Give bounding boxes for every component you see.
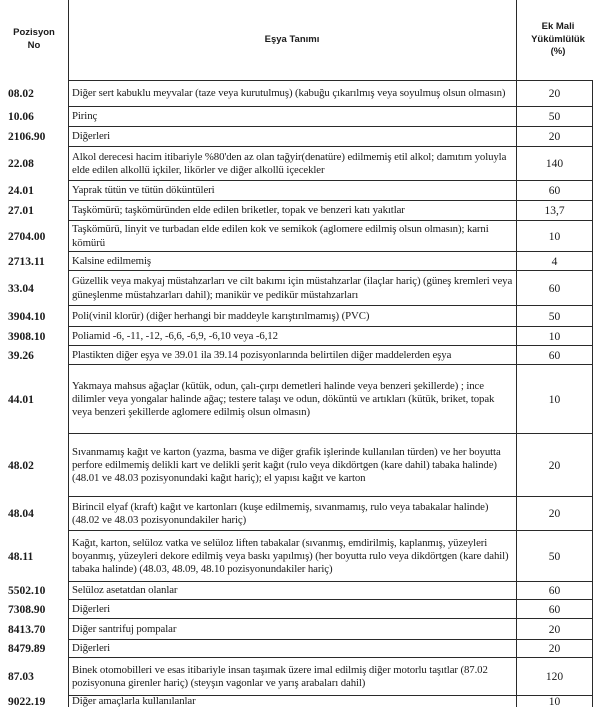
value-cell bbox=[517, 600, 592, 619]
value-cell bbox=[517, 531, 592, 582]
position-code-cell-text: 33.04 bbox=[8, 282, 34, 295]
header-value-line-3: (%) bbox=[550, 46, 566, 58]
value-cell-text: 20 bbox=[548, 131, 561, 143]
value-cell bbox=[517, 147, 592, 181]
description-cell-text: Güzellik veya makyaj müstahzarları ve cilt bakımı için müstahzarlar (ilaçlar hariç) (güneş kremleri veya güneşlenme müstahzarları dahil); manikür ve pedikür müstahzarları bbox=[72, 275, 513, 301]
position-code-cell-text: 2106.90 bbox=[8, 131, 46, 143]
value-cell-text: 20 bbox=[548, 508, 561, 520]
value-cell-text: 10 bbox=[548, 330, 561, 343]
description-cell-text: Taşkömürü; taşkömüründen elde edilen briketler, topak ve benzeri katı yakıtlar bbox=[72, 204, 405, 217]
value-cell-text: 120 bbox=[545, 671, 564, 683]
description-cell bbox=[69, 346, 515, 365]
value-cell-text: 140 bbox=[545, 158, 564, 170]
value-cell bbox=[517, 271, 592, 306]
position-code-cell bbox=[0, 640, 68, 658]
value-cell-text: 60 bbox=[548, 282, 561, 295]
position-code-cell bbox=[0, 365, 68, 434]
position-code-cell-text: 24.01 bbox=[8, 185, 34, 197]
description-cell bbox=[69, 147, 515, 181]
value-cell bbox=[517, 582, 592, 600]
header-value bbox=[516, 0, 600, 80]
position-code-cell-text: 5502.10 bbox=[8, 585, 46, 597]
value-cell bbox=[517, 306, 592, 327]
position-code-cell-text: 8413.70 bbox=[8, 623, 46, 636]
value-cell-text: 60 bbox=[548, 349, 561, 362]
value-cell-text: 50 bbox=[548, 111, 561, 123]
value-cell bbox=[517, 434, 592, 497]
description-cell bbox=[69, 658, 515, 696]
header-value-line-2: Yükümlülük bbox=[531, 33, 585, 45]
description-cell bbox=[69, 181, 515, 201]
value-cell bbox=[517, 252, 592, 271]
description-cell bbox=[69, 107, 515, 127]
value-cell bbox=[517, 365, 592, 434]
value-cell bbox=[517, 181, 592, 201]
column-divider bbox=[592, 80, 593, 707]
position-code-cell bbox=[0, 107, 68, 127]
position-code-cell bbox=[0, 201, 68, 221]
value-cell-text: 20 bbox=[548, 87, 561, 100]
description-cell-text: Yakmaya mahsus ağaçlar (kütük, odun, çalı-çırpı demetleri halinde veya benzeri şekillerde) ; ince dilimler veya yongalar halinde ağaç; testere talaşı ve odun, döküntü ve artıkları (kütük, briket, topak veya benzeri şekillerde aglomere edilmiş olsun olmasın) bbox=[72, 379, 495, 419]
position-code-cell bbox=[0, 127, 68, 147]
value-cell-text: 20 bbox=[548, 643, 561, 655]
position-code-cell-text: 39.26 bbox=[8, 349, 34, 362]
value-cell-text: 13,7 bbox=[544, 205, 565, 217]
position-code-cell-text: 2713.11 bbox=[8, 255, 45, 268]
description-cell bbox=[69, 365, 515, 434]
position-code-cell-text: 44.01 bbox=[8, 393, 34, 406]
header-description bbox=[68, 0, 516, 80]
header-value-line-1: Ek Mali bbox=[541, 20, 575, 32]
value-cell bbox=[517, 327, 592, 346]
description-cell-text: Poliamid -6, -11, -12, -6,6, -6,9, -6,10 veya -6,12 bbox=[72, 329, 278, 342]
position-code-cell bbox=[0, 327, 68, 346]
description-cell-text: Kağıt, karton, selüloz vatka ve selüloz liften tabakalar (sıvanmış, emdirilmiş, kaplanmış, yüzeyleri boyanmış, yüzeyleri dekore edilmiş veya baskı yapılmış) (her boyutta rulo veya dikdörtgen (kare dahil) tabaka halinde) (48.03, 48.09, 48.10 pozisyonundakiler hariç) bbox=[72, 536, 509, 576]
description-cell-text: Alkol derecesi hacim itibariyle %80'den az olan tağyir(denatüre) edilmemiş etil alkol; damıtım yoluyla elde edilen alkollü içkiler, likörler ve diğer alkollü içecekler bbox=[72, 150, 507, 176]
position-code-cell bbox=[0, 181, 68, 201]
description-cell-text: Kalsine edilmemiş bbox=[72, 254, 151, 267]
description-cell-text: Diğer amaçlarla kullanılanlar bbox=[72, 696, 196, 707]
value-cell-text: 50 bbox=[548, 550, 561, 563]
position-code-cell bbox=[0, 531, 68, 582]
description-cell bbox=[69, 600, 515, 619]
position-code-cell bbox=[0, 221, 68, 252]
header-code-line-1: Pozisyon bbox=[13, 27, 55, 39]
value-cell bbox=[517, 696, 592, 707]
position-code-cell-text: 22.08 bbox=[8, 158, 34, 170]
position-code-cell bbox=[0, 497, 68, 531]
value-cell-text: 20 bbox=[548, 623, 561, 636]
description-cell bbox=[69, 201, 515, 221]
description-cell-text: Poli(vinil klorür) (diğer herhangi bir maddeyle karıştırılmamış) (PVC) bbox=[72, 309, 370, 322]
value-cell-text: 10 bbox=[548, 393, 561, 406]
description-cell-text: Diğerleri bbox=[72, 130, 111, 143]
description-cell bbox=[69, 221, 515, 252]
description-cell bbox=[69, 497, 515, 531]
value-cell-text: 50 bbox=[548, 310, 561, 323]
description-cell-text: Sıvanmamış kağıt ve karton (yazma, basma ve diğer grafik işlerinde kullanılan türden) ve her boyutta perfore edilmemiş delikli kart ve delikli şerit kağıt (rulo veya dikdörtgen (kare dahil) tabaka halinde) (48.01 ve 48.03 pozisyonundaki kağıt hariç); el yapısı kağıt ve karton bbox=[72, 445, 501, 485]
description-cell-text: Yaprak tütün ve tütün döküntüleri bbox=[72, 184, 215, 197]
description-cell bbox=[69, 271, 515, 306]
description-cell bbox=[69, 531, 515, 582]
value-cell-text: 10 bbox=[548, 230, 561, 243]
value-cell bbox=[517, 107, 592, 127]
position-code-cell-text: 7308.90 bbox=[8, 603, 46, 616]
position-code-cell-text: 8479.89 bbox=[8, 643, 46, 655]
description-cell-text: Diğer sert kabuklu meyvalar (taze veya kurutulmuş) (kabuğu çıkarılmış veya soyulmuş olsun olmasın) bbox=[72, 86, 506, 99]
value-cell bbox=[517, 127, 592, 147]
description-cell bbox=[69, 696, 515, 707]
description-cell-text: Diğer santrifuj pompalar bbox=[72, 622, 177, 635]
position-code-cell bbox=[0, 306, 68, 327]
description-cell bbox=[69, 127, 515, 147]
value-cell bbox=[517, 619, 592, 640]
position-code-cell bbox=[0, 619, 68, 640]
position-code-cell-text: 9022.19 bbox=[8, 696, 46, 707]
description-cell bbox=[69, 582, 515, 600]
position-code-cell bbox=[0, 582, 68, 600]
header-code bbox=[0, 0, 68, 80]
value-cell bbox=[517, 658, 592, 696]
position-code-cell-text: 3904.10 bbox=[8, 310, 46, 323]
position-code-cell bbox=[0, 147, 68, 181]
description-cell bbox=[69, 327, 515, 346]
value-cell bbox=[517, 80, 592, 107]
description-cell-text: Binek otomobilleri ve esas itibariyle insan taşımak üzere imal edilmiş diğer motorlu taşıtlar (87.02 pozisyonuna girenler hariç) (steyşın vagonlar ve yarış arabaları dahil) bbox=[72, 663, 488, 689]
description-cell bbox=[69, 640, 515, 658]
position-code-cell bbox=[0, 346, 68, 365]
value-cell bbox=[517, 346, 592, 365]
position-code-cell-text: 27.01 bbox=[8, 205, 34, 217]
value-cell bbox=[517, 201, 592, 221]
value-cell-text: 10 bbox=[548, 696, 561, 707]
value-cell-text: 60 bbox=[548, 603, 561, 616]
description-cell-text: Taşkömürü, linyit ve turbadan elde edilen kok ve semikok (aglomere edilmiş olsun olmasın); karni kömürü bbox=[72, 223, 489, 249]
description-cell bbox=[69, 80, 515, 107]
position-code-cell bbox=[0, 696, 68, 707]
description-cell-text: Selüloz asetatdan olanlar bbox=[72, 584, 178, 597]
position-code-cell bbox=[0, 600, 68, 619]
value-cell-text: 60 bbox=[548, 585, 561, 597]
value-cell bbox=[517, 640, 592, 658]
description-cell-text: Diğerleri bbox=[72, 642, 111, 655]
value-cell-text: 4 bbox=[551, 255, 558, 268]
position-code-cell bbox=[0, 434, 68, 497]
description-cell bbox=[69, 434, 515, 497]
position-code-cell bbox=[0, 271, 68, 306]
description-cell-text: Pirinç bbox=[72, 110, 98, 123]
description-cell-text: Diğerleri bbox=[72, 602, 111, 615]
position-code-cell bbox=[0, 252, 68, 271]
value-cell bbox=[517, 221, 592, 252]
description-cell-text: Plastikten diğer eşya ve 39.01 ila 39.14 pozisyonlarında belirtilen diğer maddelerden eşya bbox=[72, 348, 452, 361]
value-cell bbox=[517, 497, 592, 531]
header-description-text: Eşya Tanımı bbox=[264, 33, 320, 45]
description-cell bbox=[69, 306, 515, 327]
position-code-cell bbox=[0, 80, 68, 107]
position-code-cell-text: 48.02 bbox=[8, 459, 34, 472]
value-cell-text: 20 bbox=[548, 459, 561, 472]
position-code-cell-text: 10.06 bbox=[8, 111, 34, 123]
position-code-cell-text: 2704.00 bbox=[8, 230, 46, 243]
position-code-cell-text: 87.03 bbox=[8, 671, 34, 683]
description-cell-text: Birincil elyaf (kraft) kağıt ve kartonları (kuşe edilmemiş, sıvanmamış, rulo veya tabakalar halinde) (48.02 ve 48.03 pozisyonundakiler hariç) bbox=[72, 500, 489, 526]
position-code-cell bbox=[0, 658, 68, 696]
position-code-cell-text: 08.02 bbox=[8, 87, 34, 100]
description-cell bbox=[69, 252, 515, 271]
description-cell bbox=[69, 619, 515, 640]
position-code-cell-text: 48.04 bbox=[8, 508, 34, 520]
value-cell-text: 60 bbox=[548, 185, 561, 197]
header-code-line-2: No bbox=[27, 40, 41, 51]
position-code-cell-text: 3908.10 bbox=[8, 330, 46, 343]
position-code-cell-text: 48.11 bbox=[8, 550, 34, 563]
